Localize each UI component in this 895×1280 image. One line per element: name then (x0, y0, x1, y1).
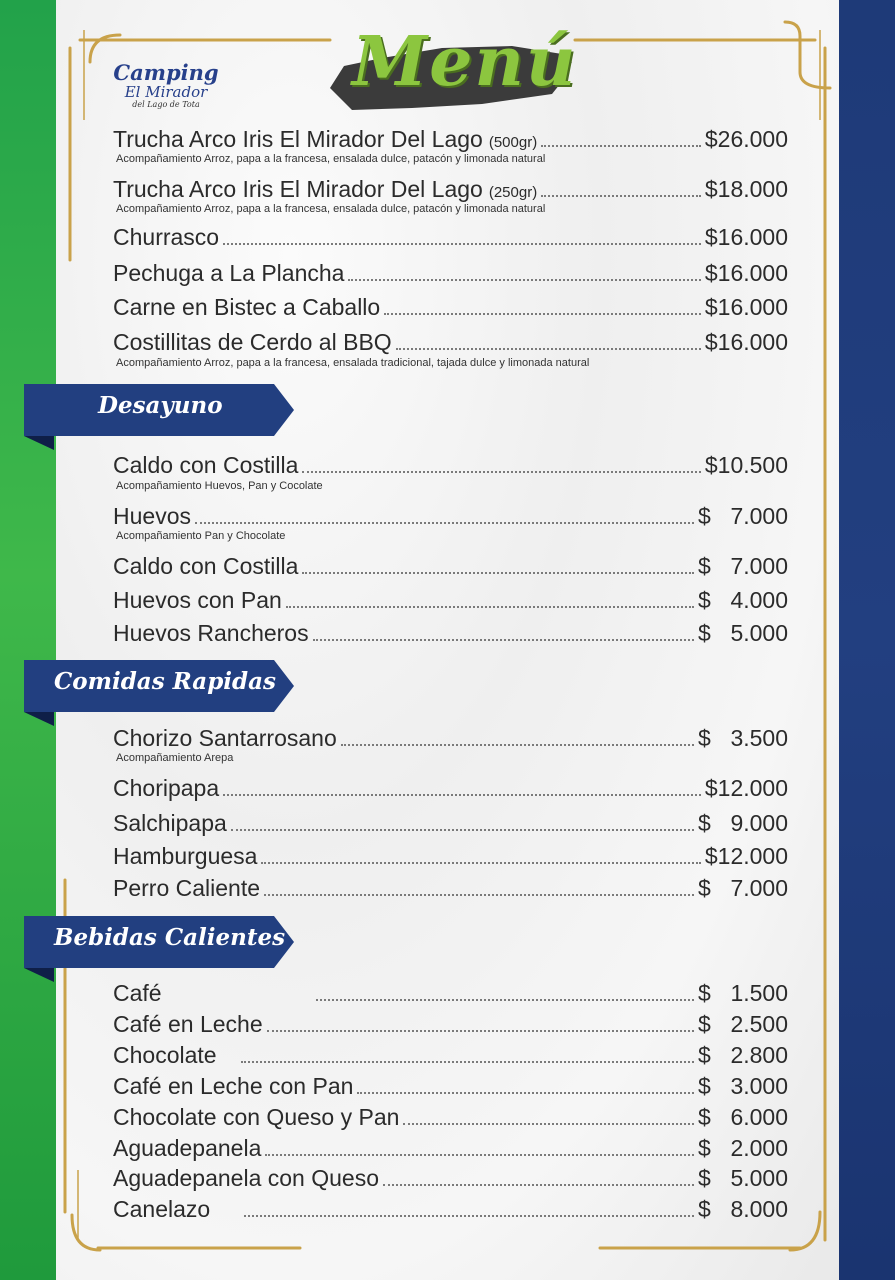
currency-symbol: $ (698, 1196, 711, 1222)
item-price (698, 810, 788, 837)
item-name: Aguadepanela (113, 1135, 262, 1161)
item-price (698, 725, 788, 752)
price-amount: 7.000 (730, 875, 788, 901)
item-name: Pechuga a La Plancha (113, 260, 345, 286)
item-price (698, 1011, 788, 1038)
currency-symbol: $ (698, 725, 711, 751)
bebidas-item-chocolate-queso-pan (113, 1104, 788, 1134)
price-amount: 4.000 (730, 587, 788, 613)
logo-line-lago: del Lago de Tota (132, 100, 200, 109)
leader-dots (264, 893, 694, 896)
currency-symbol: $ (698, 1073, 711, 1099)
item-note: Acompañamiento Huevos, Pan y Cocolate (116, 480, 323, 492)
price-amount: 3.500 (730, 725, 788, 751)
comidas-item-chorizo (113, 725, 788, 755)
item-name: Chocolate con Queso y Pan (113, 1104, 400, 1130)
leader-dots (244, 1214, 694, 1217)
leader-dots (286, 605, 694, 608)
menu-item-trucha-250 (113, 176, 788, 206)
item-price (698, 553, 788, 580)
price-amount: 5.000 (730, 1165, 788, 1191)
item-price (698, 503, 788, 530)
bebidas-item-canelazo (113, 1196, 788, 1226)
leader-dots (403, 1122, 694, 1125)
section-banner-bebidas-calientes (24, 916, 296, 966)
price-amount: 1.500 (730, 980, 788, 1006)
section-title: Comidas Rapidas (54, 668, 276, 695)
item-price (698, 1135, 788, 1162)
price-amount: 7.000 (730, 503, 788, 529)
item-note: Acompañamiento Arepa (116, 752, 234, 764)
leader-dots (541, 144, 701, 147)
logo-line-mirador: El Mirador (124, 83, 208, 101)
item-price (698, 1165, 788, 1192)
item-price: $12.000 (704, 775, 788, 801)
section-banner-desayuno (24, 384, 296, 434)
item-name: Aguadepanela con Queso (113, 1165, 379, 1191)
item-name: Salchipapa (113, 810, 227, 836)
price-amount: 2.000 (730, 1135, 788, 1161)
item-name: Carne en Bistec a Caballo (113, 294, 381, 320)
section-title: Desayuno (98, 392, 223, 419)
leader-dots (348, 278, 700, 281)
leader-dots (223, 242, 701, 245)
currency-symbol: $ (698, 810, 711, 836)
item-name: Trucha Arco Iris El Mirador Del Lago (113, 176, 483, 202)
leader-dots (313, 638, 694, 641)
currency-symbol: $ (698, 553, 711, 579)
leader-dots (241, 1060, 694, 1063)
item-price (698, 980, 788, 1007)
item-price (698, 1196, 788, 1223)
leader-dots (223, 793, 701, 796)
leader-dots (316, 998, 694, 1001)
comidas-item-choripapa (113, 775, 788, 805)
item-name: Trucha Arco Iris El Mirador Del Lago (113, 126, 483, 152)
item-name: Chorizo Santarrosano (113, 725, 337, 751)
item-price: $18.000 (704, 176, 788, 202)
item-name: Churrasco (113, 224, 220, 250)
item-price (698, 1042, 788, 1069)
item-name: Huevos Rancheros (113, 620, 309, 646)
leader-dots (341, 743, 694, 746)
bebidas-item-cafe (113, 980, 788, 1010)
item-name: Costillitas de Cerdo al BBQ (113, 329, 392, 355)
currency-symbol: $ (698, 1042, 711, 1068)
bebidas-item-cafe-leche-pan (113, 1073, 788, 1103)
desayuno-item-huevos (113, 503, 788, 533)
item-name: Hamburguesa (113, 843, 258, 869)
item-name: Caldo con Costilla (113, 553, 299, 579)
price-amount: 3.000 (730, 1073, 788, 1099)
item-name: Chocolate (113, 1042, 217, 1068)
price-amount: 6.000 (730, 1104, 788, 1130)
item-note: Acompañamiento Arroz, papa a la francesa, ensalada dulce, patacón y limonada natural (116, 203, 546, 215)
leader-dots (541, 194, 701, 197)
page-title: Menú (352, 22, 578, 102)
price-amount: 7.000 (730, 553, 788, 579)
item-price: $12.000 (704, 843, 788, 869)
comidas-item-hamburguesa (113, 843, 788, 873)
item-price: $16.000 (704, 260, 788, 286)
item-price: $10.500 (704, 452, 788, 478)
bebidas-item-aguadepanela (113, 1135, 788, 1165)
bebidas-item-aguadepanela-queso (113, 1165, 788, 1195)
price-amount: 5.000 (730, 620, 788, 646)
item-price: $16.000 (704, 294, 788, 320)
menu-title-block (322, 18, 578, 118)
leader-dots (396, 347, 701, 350)
price-amount: 2.500 (730, 1011, 788, 1037)
item-name: Choripapa (113, 775, 220, 801)
leader-dots (357, 1091, 694, 1094)
logo-line-camping: Camping (113, 60, 219, 85)
item-name: Huevos (113, 503, 191, 529)
item-name: Café en Leche (113, 1011, 263, 1037)
currency-symbol: $ (698, 1104, 711, 1130)
item-size: (500gr) (488, 134, 538, 151)
item-price (698, 620, 788, 647)
item-price (698, 1073, 788, 1100)
currency-symbol: $ (698, 980, 711, 1006)
item-size: (250gr) (488, 184, 538, 201)
currency-symbol: $ (698, 1165, 711, 1191)
item-name: Caldo con Costilla (113, 452, 299, 478)
leader-dots (195, 521, 694, 524)
desayuno-item-caldo-2 (113, 553, 788, 583)
item-name: Café (113, 980, 162, 1006)
price-amount: 8.000 (730, 1196, 788, 1222)
desayuno-item-rancheros (113, 620, 788, 650)
menu-item-churrasco (113, 224, 788, 254)
desayuno-item-huevos-pan (113, 587, 788, 617)
currency-symbol: $ (698, 1135, 711, 1161)
currency-symbol: $ (698, 587, 711, 613)
leader-dots (231, 828, 694, 831)
item-price (698, 1104, 788, 1131)
camping-logo (106, 62, 226, 110)
item-name: Canelazo (113, 1196, 211, 1222)
leader-dots (302, 470, 700, 473)
currency-symbol: $ (698, 875, 711, 901)
section-banner-comidas-rapidas (24, 660, 296, 710)
leader-dots (383, 1183, 694, 1186)
item-price: $16.000 (704, 224, 788, 250)
price-amount: 9.000 (730, 810, 788, 836)
bebidas-item-cafe-leche (113, 1011, 788, 1041)
leader-dots (261, 861, 700, 864)
item-note: Acompañamiento Arroz, papa a la francesa, ensalada tradicional, tajada dulce y limonada natural (116, 357, 590, 369)
menu-item-costillitas (113, 329, 788, 359)
leader-dots (265, 1153, 694, 1156)
leader-dots (384, 312, 701, 315)
section-title: Bebidas Calientes (54, 924, 286, 951)
item-price: $16.000 (704, 329, 788, 355)
currency-symbol: $ (698, 620, 711, 646)
item-name: Café en Leche con Pan (113, 1073, 354, 1099)
item-note: Acompañamiento Arroz, papa a la francesa, ensalada dulce, patacón y limonada natural (116, 153, 546, 165)
currency-symbol: $ (698, 1011, 711, 1037)
item-price (698, 587, 788, 614)
item-price: $26.000 (704, 126, 788, 152)
menu-item-bistec (113, 294, 788, 324)
comidas-item-salchipapa (113, 810, 788, 840)
price-amount: 2.800 (730, 1042, 788, 1068)
leader-dots (267, 1029, 694, 1032)
currency-symbol: $ (698, 503, 711, 529)
leader-dots (302, 571, 694, 574)
item-note: Acompañamiento Pan y Chocolate (116, 530, 286, 542)
item-name: Perro Caliente (113, 875, 261, 901)
item-price (698, 875, 788, 902)
bebidas-item-chocolate (113, 1042, 788, 1072)
menu-item-trucha-500 (113, 126, 788, 156)
comidas-item-perro (113, 875, 788, 905)
desayuno-item-caldo (113, 452, 788, 482)
menu-item-pechuga (113, 260, 788, 290)
item-name: Huevos con Pan (113, 587, 282, 613)
